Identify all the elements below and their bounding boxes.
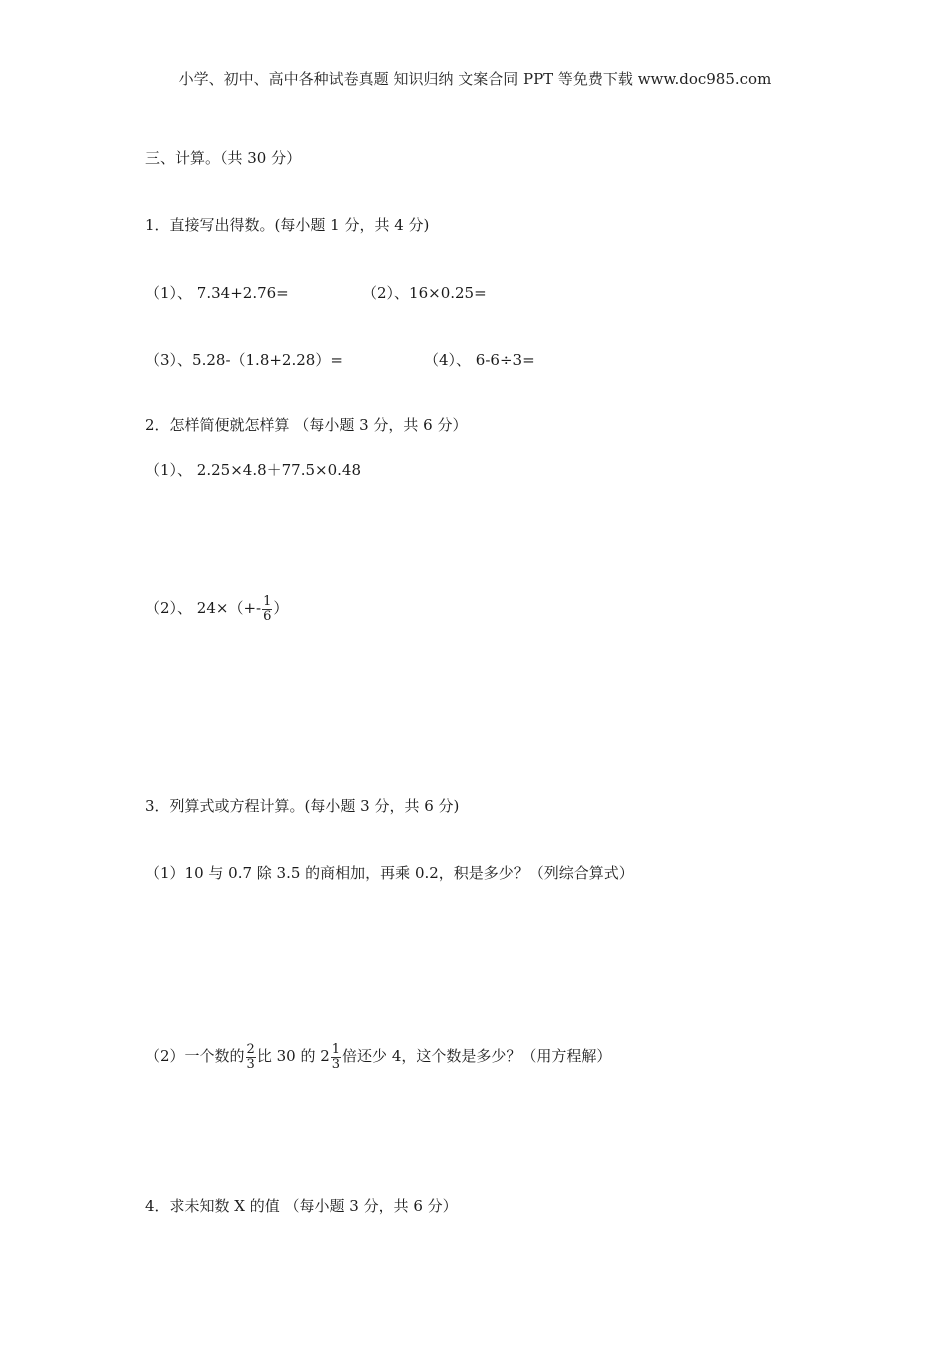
question-1-title: 1．直接写出得数。(每小题 1 分，共 4 分): [145, 216, 430, 234]
fraction: [246, 1043, 256, 1072]
q2-item-2-suffix: ）: [273, 599, 289, 617]
q3-item-2-text-b: 比 30 的 2: [256, 1047, 330, 1065]
q1-item-2: （2）、16×0.25=: [362, 284, 487, 302]
fraction-denominator: 3: [331, 1056, 341, 1072]
q3-item-2: [145, 1041, 611, 1072]
question-3-title: 3．列算式或方程计算。(每小题 3 分，共 6 分): [145, 797, 460, 815]
fraction-numerator: 2: [246, 1041, 255, 1057]
q2-item-1: （1）、 2.25×4.8＋77.5×0.48: [145, 461, 361, 479]
q1-item-1: （1）、 7.34+2.76=: [145, 284, 289, 302]
q1-item-4: （4）、 6-6÷3=: [424, 351, 535, 369]
section-title: 三、计算。（共 30 分）: [145, 149, 302, 167]
q2-item-2-prefix: （2）、 24×（+-: [145, 599, 262, 617]
q3-item-2-text-a: （2）一个数的: [145, 1047, 245, 1065]
fraction: [331, 1043, 341, 1072]
fraction-numerator: 1: [331, 1041, 341, 1057]
fraction-numerator: 1: [263, 593, 272, 609]
question-4-title: 4．求未知数 X 的值 （每小题 3 分，共 6 分）: [145, 1197, 458, 1215]
page-header: 小学、初中、高中各种试卷真题 知识归纳 文案合同 PPT 等免费下载 www.doc985.com: [178, 70, 772, 88]
fraction: [262, 595, 272, 624]
q3-item-1: （1）10 与 0.7 除 3.5 的商相加，再乘 0.2，积是多少？（列综合算式）: [145, 864, 634, 882]
q1-item-3: （3）、5.28-（1.8+2.28）=: [145, 351, 343, 369]
question-2-title: 2．怎样简便就怎样算 （每小题 3 分，共 6 分）: [145, 416, 468, 434]
fraction-denominator: 6: [263, 608, 272, 624]
fraction-denominator: 3: [246, 1056, 255, 1072]
q3-item-2-text-c: 倍还少 4，这个数是多少？（用方程解）: [342, 1047, 612, 1065]
q2-item-2: [145, 593, 288, 624]
